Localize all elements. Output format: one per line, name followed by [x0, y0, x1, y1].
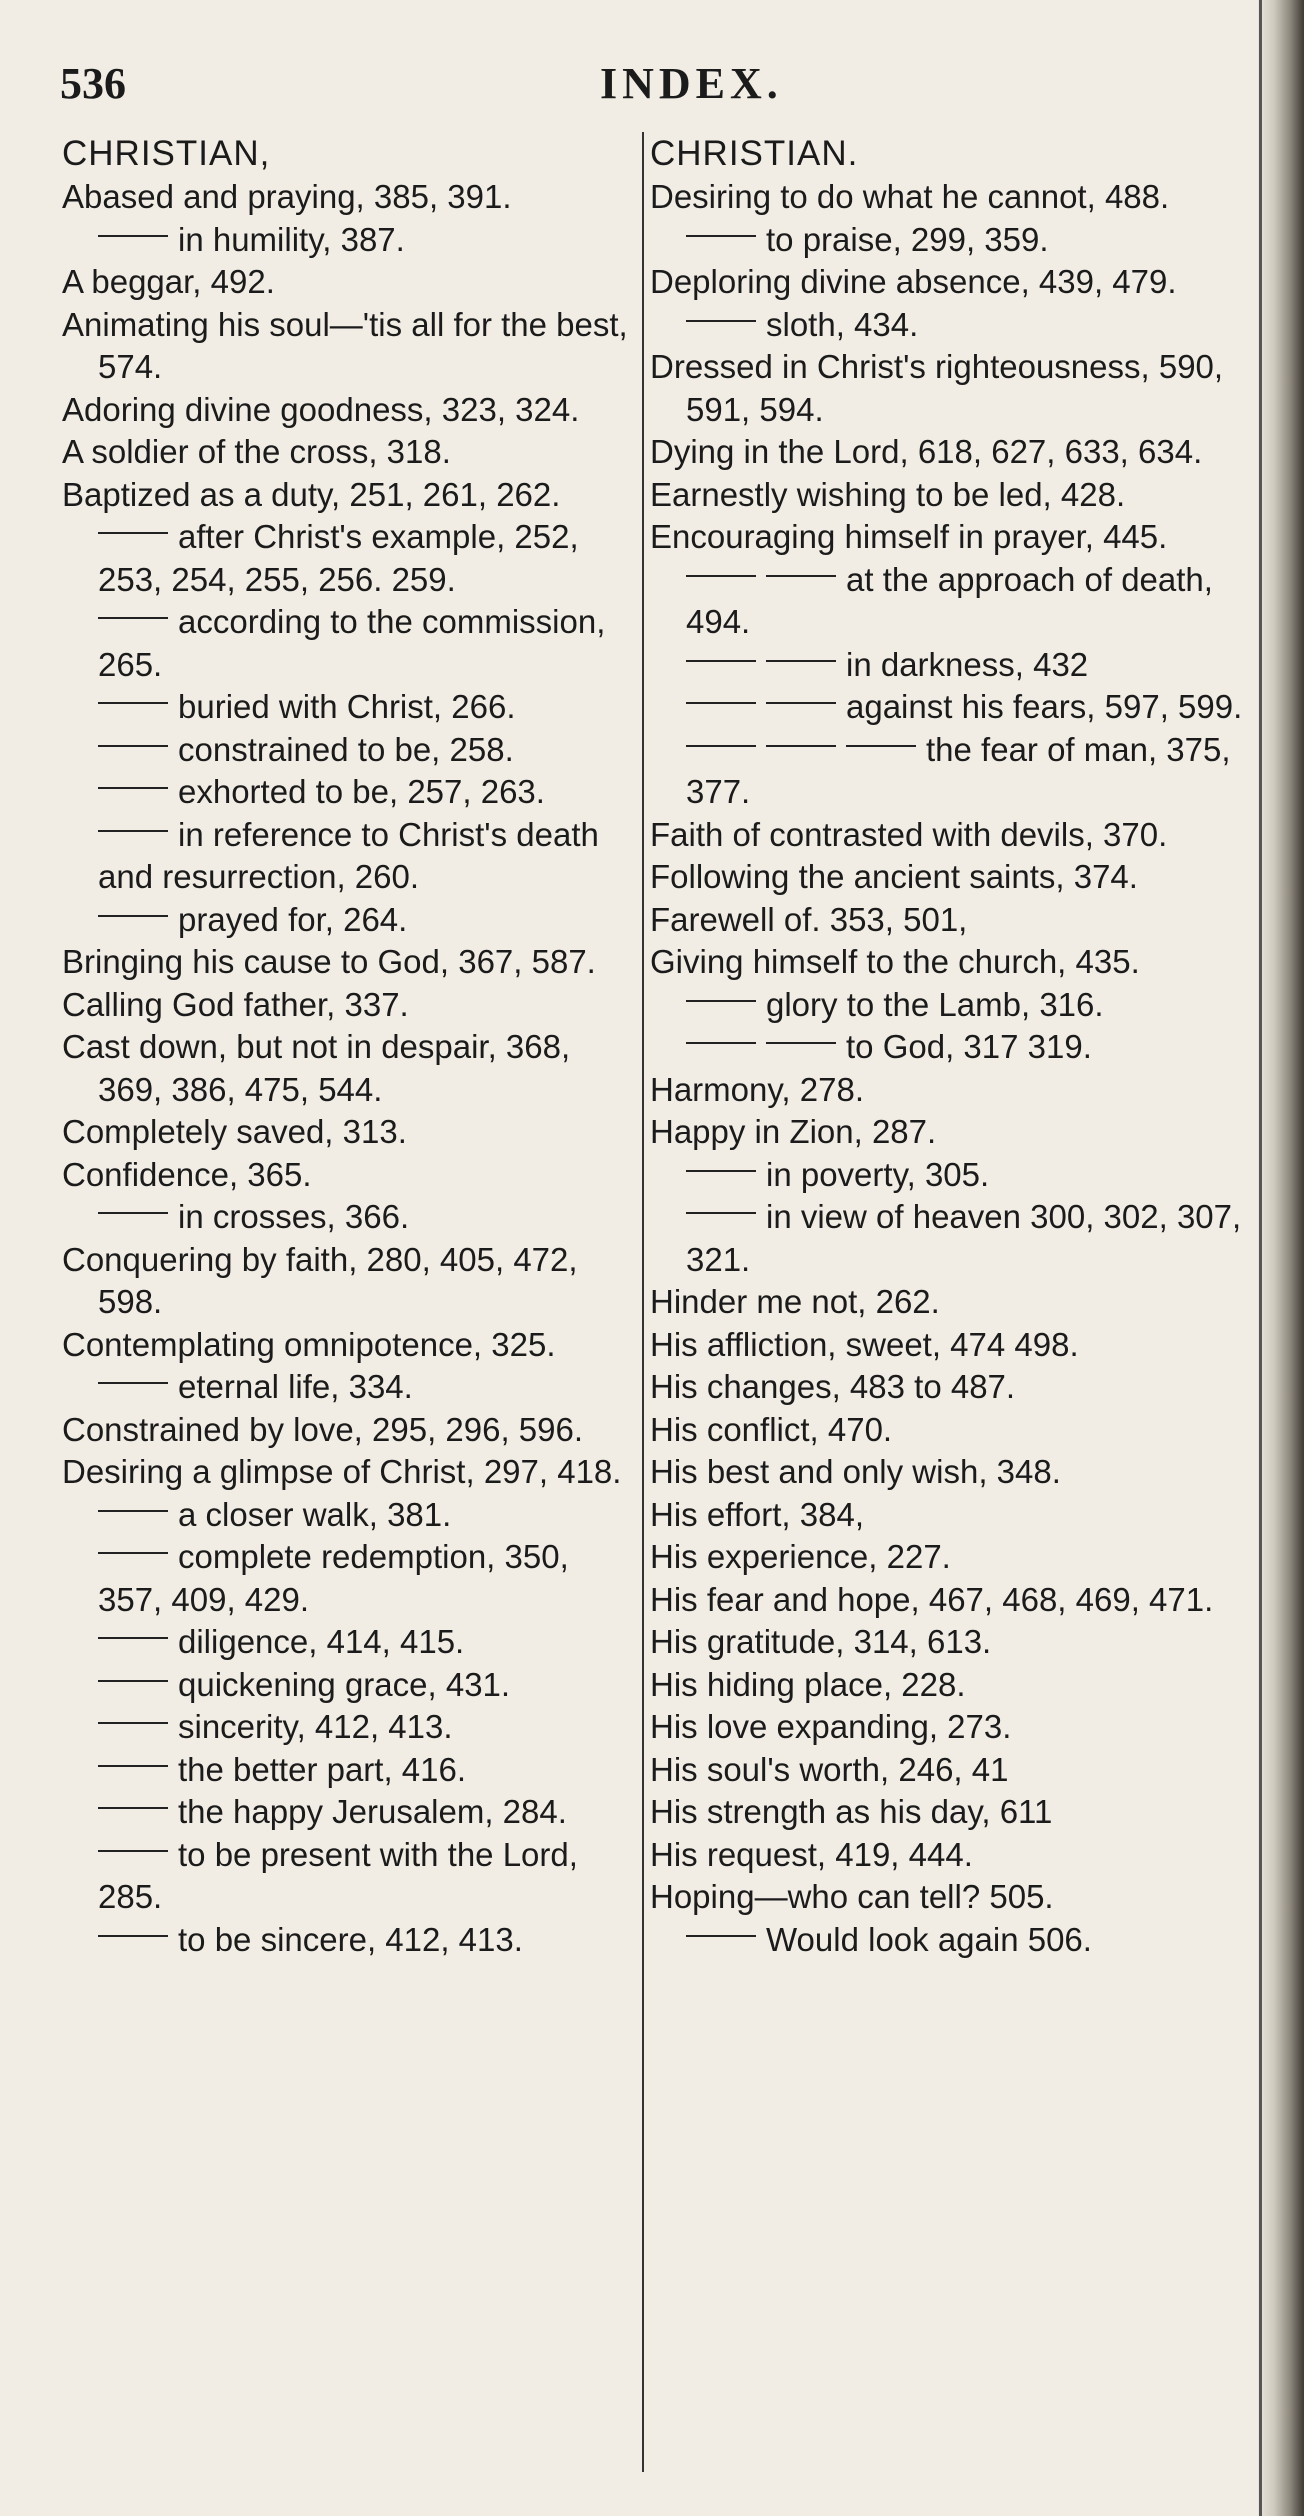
- index-entry: [650, 1069, 1252, 1112]
- ditto-dash: [686, 1212, 756, 1214]
- index-entry: [62, 1536, 642, 1621]
- index-entry-text: Would look again 506.: [766, 1920, 1092, 1958]
- index-entry-text: Faith of contrasted with devils, 370.: [650, 815, 1168, 853]
- index-entry-text: Confidence, 365.: [62, 1155, 312, 1193]
- index-entry: [650, 431, 1252, 474]
- index-entry-text: in darkness, 432: [846, 645, 1089, 683]
- index-entry: [650, 1366, 1252, 1409]
- index-entry: [650, 814, 1252, 857]
- index-entry-text: Following the ancient saints, 374.: [650, 858, 1138, 895]
- index-entry: [62, 1451, 642, 1494]
- ditto-dash: [766, 575, 836, 577]
- index-entry: [62, 1621, 642, 1664]
- ditto-dash: [686, 702, 756, 704]
- index-entry-text: Giving himself to the church, 435.: [650, 943, 1140, 980]
- ditto-dash: [686, 745, 756, 747]
- book-binding-edge: [1258, 0, 1304, 2516]
- left-column: [62, 132, 642, 1961]
- index-entry: [62, 686, 642, 729]
- index-entry: [62, 1409, 642, 1452]
- index-entry: [62, 389, 642, 432]
- index-entry: [650, 1919, 1252, 1962]
- index-entry-text: Completely saved, 313.: [62, 1113, 407, 1150]
- index-entry: [650, 899, 1252, 942]
- ditto-dash: [98, 532, 168, 534]
- index-entry: [62, 304, 642, 389]
- index-entry: [62, 516, 642, 601]
- index-entry-text: Adoring divine goodness, 323, 324.: [62, 390, 580, 428]
- index-entry-text: Dying in the Lord, 618, 627, 633, 634.: [650, 433, 1203, 470]
- ditto-dash: [686, 1170, 756, 1172]
- index-entry-text: Baptized as a duty, 251, 261, 262.: [62, 475, 561, 513]
- index-entry: [62, 1366, 642, 1409]
- index-entry-text: Deploring divine absence, 439, 479.: [650, 263, 1177, 300]
- index-entry: [62, 771, 642, 814]
- index-entry: [650, 304, 1252, 347]
- index-entry-text: His request, 419, 444.: [650, 1835, 973, 1873]
- left-entries: [62, 176, 642, 1961]
- index-entry-text: His fear and hope, 467, 468, 469, 471.: [650, 1580, 1214, 1618]
- index-entry-text: Farewell of. 353, 501,: [650, 900, 968, 938]
- index-entry-text: Earnestly wishing to be led, 428.: [650, 475, 1126, 513]
- index-entry-text: His strength as his day, 611: [650, 1793, 1053, 1830]
- index-entry-text: His best and only wish, 348.: [650, 1453, 1061, 1490]
- ditto-dash: [686, 575, 756, 577]
- ditto-dash: [98, 1382, 168, 1384]
- index-entry-text: to praise, 299, 359.: [766, 220, 1049, 258]
- index-entry: [62, 1196, 642, 1239]
- index-entry-text: constrained to be, 258.: [178, 730, 514, 768]
- index-entry-text: eternal life, 334.: [178, 1368, 413, 1405]
- ditto-dash: [98, 617, 168, 619]
- index-entry-text: A soldier of the cross, 318.: [62, 433, 451, 470]
- index-entry-text: Bringing his cause to God, 367, 587.: [62, 943, 596, 980]
- index-entry: [62, 1239, 642, 1324]
- index-entry-text: complete redemption, 350, 357, 409, 429.: [98, 1538, 569, 1618]
- index-entry-text: in poverty, 305.: [766, 1155, 990, 1193]
- index-entry-text: against his fears, 597, 599.: [846, 688, 1243, 725]
- ditto-dash: [766, 702, 836, 704]
- ditto-dash: [98, 745, 168, 747]
- index-entry-text: Cast down, but not in despair, 368, 369, 386, 475, 544.: [62, 1028, 571, 1108]
- index-entry-text: His soul's worth, 246, 41: [650, 1750, 1009, 1788]
- index-entry-text: His gratitude, 314, 613.: [650, 1623, 992, 1660]
- page-title: INDEX.: [600, 59, 783, 108]
- index-entry-text: a closer walk, 381.: [178, 1495, 452, 1533]
- index-entry: [650, 1026, 1252, 1069]
- index-entry: [650, 1749, 1252, 1792]
- ditto-dash: [98, 1765, 168, 1767]
- index-entry-text: after Christ's example, 252, 253, 254, 255, 256. 259.: [98, 518, 579, 598]
- left-column-heading: CHRISTIAN,: [62, 134, 271, 173]
- ditto-dash: [766, 660, 836, 662]
- index-entry-text: Constrained by love, 295, 296, 596.: [62, 1410, 584, 1448]
- right-entries: [650, 176, 1252, 1961]
- index-entry: [62, 601, 642, 686]
- index-entry: [650, 729, 1252, 814]
- ditto-dash: [686, 1935, 756, 1937]
- index-entry-text: Happy in Zion, 287.: [650, 1113, 937, 1150]
- index-entry: [650, 1196, 1252, 1281]
- page-number: 536: [60, 59, 126, 108]
- index-entry: [62, 1749, 642, 1792]
- index-entry: [650, 941, 1252, 984]
- ditto-dash: [98, 915, 168, 917]
- ditto-dash: [98, 1722, 168, 1724]
- index-entry-text: to be present with the Lord, 285.: [98, 1835, 578, 1915]
- index-entry: [650, 1664, 1252, 1707]
- index-entry: [650, 686, 1252, 729]
- index-entry-text: A beggar, 492.: [62, 263, 275, 300]
- index-entry-text: Dressed in Christ's righteousness, 590, 591, 594.: [650, 348, 1224, 428]
- ditto-dash: [686, 660, 756, 662]
- index-entry: [62, 984, 642, 1027]
- index-entry: [62, 1154, 642, 1197]
- index-entry-text: Desiring a glimpse of Christ, 297, 418.: [62, 1453, 622, 1490]
- index-entry-text: His experience, 227.: [650, 1538, 951, 1575]
- ditto-dash: [98, 830, 168, 832]
- index-entry: [650, 1706, 1252, 1749]
- ditto-dash: [686, 320, 756, 322]
- ditto-dash: [766, 745, 836, 747]
- index-entry: [650, 219, 1252, 262]
- binding-line: [1259, 0, 1262, 2516]
- index-entry: [62, 1664, 642, 1707]
- index-entry-text: His effort, 384,: [650, 1495, 865, 1533]
- index-entry-text: in view of heaven 300, 302, 307, 321.: [686, 1198, 1242, 1278]
- index-entry: [62, 899, 642, 942]
- index-entry: [62, 729, 642, 772]
- index-entry: [62, 176, 642, 219]
- index-entry: [650, 1536, 1252, 1579]
- index-entry: [650, 1111, 1252, 1154]
- index-entry-text: Animating his soul—'tis all for the best, 574.: [62, 305, 628, 385]
- index-entry-text: to God, 317 319.: [846, 1028, 1092, 1065]
- index-entry: [650, 346, 1252, 431]
- ditto-dash: [766, 1042, 836, 1044]
- index-entry-text: in humility, 387.: [178, 220, 405, 258]
- index-entry-text: buried with Christ, 266.: [178, 688, 516, 725]
- index-entry-text: His changes, 483 to 487.: [650, 1368, 1016, 1405]
- index-entry-text: to be sincere, 412, 413.: [178, 1920, 523, 1958]
- ditto-dash: [98, 1680, 168, 1682]
- index-entry: [650, 1834, 1252, 1877]
- index-entry-text: His hiding place, 228.: [650, 1665, 966, 1703]
- index-entry-text: His love expanding, 273.: [650, 1708, 1012, 1745]
- index-entry: [62, 1111, 642, 1154]
- index-entry-text: the better part, 416.: [178, 1750, 467, 1788]
- index-entry-text: Hinder me not, 262.: [650, 1283, 940, 1320]
- index-entry: [650, 261, 1252, 304]
- index-entry-text: diligence, 414, 415.: [178, 1623, 465, 1660]
- index-entry: [650, 644, 1252, 687]
- index-entry: [650, 1579, 1252, 1622]
- right-column-heading: CHRISTIAN.: [650, 134, 859, 173]
- index-entry: [650, 1324, 1252, 1367]
- index-entry: [650, 1621, 1252, 1664]
- index-entry: [650, 176, 1252, 219]
- index-entry-text: Encouraging himself in prayer, 445.: [650, 518, 1168, 555]
- ditto-dash: [98, 1807, 168, 1809]
- ditto-dash: [98, 1637, 168, 1639]
- index-entry: [62, 1834, 642, 1919]
- index-entry: [62, 1324, 642, 1367]
- index-entry: [650, 856, 1252, 899]
- ditto-dash: [98, 1850, 168, 1852]
- ditto-dash: [686, 1042, 756, 1044]
- index-entry-text: the happy Jerusalem, 284.: [178, 1793, 567, 1830]
- index-entry: [62, 1494, 642, 1537]
- ditto-dash: [98, 1935, 168, 1937]
- index-entry-text: according to the commission, 265.: [98, 603, 606, 683]
- index-entry: [650, 984, 1252, 1027]
- index-entry-text: in reference to Christ's death and resurrection, 260.: [98, 815, 599, 895]
- index-entry-text: exhorted to be, 257, 263.: [178, 773, 545, 810]
- ditto-dash: [98, 1552, 168, 1554]
- ditto-dash: [846, 745, 916, 747]
- index-entry-text: Harmony, 278.: [650, 1070, 864, 1108]
- index-entry-text: Contemplating omnipotence, 325.: [62, 1325, 556, 1363]
- ditto-dash: [98, 787, 168, 789]
- index-entry: [650, 1494, 1252, 1537]
- ditto-dash: [686, 1000, 756, 1002]
- index-entry: [62, 1026, 642, 1111]
- index-entry: [650, 1791, 1252, 1834]
- index-entry: [62, 431, 642, 474]
- index-entry-text: Calling God father, 337.: [62, 985, 409, 1023]
- page-header: [60, 58, 1260, 118]
- index-entry-text: Abased and praying, 385, 391.: [62, 178, 512, 215]
- index-entry-text: prayed for, 264.: [178, 900, 408, 938]
- index-entry: [62, 261, 642, 304]
- index-entry: [650, 559, 1252, 644]
- right-column: [642, 132, 1252, 2472]
- index-entry-text: glory to the Lamb, 316.: [766, 985, 1104, 1023]
- index-entry: [62, 474, 642, 517]
- index-entry: [650, 1409, 1252, 1452]
- index-entry-text: quickening grace, 431.: [178, 1665, 511, 1703]
- ditto-dash: [686, 235, 756, 237]
- index-entry: [650, 474, 1252, 517]
- index-entry: [650, 1451, 1252, 1494]
- index-entry-text: His conflict, 470.: [650, 1410, 893, 1448]
- index-entry-text: at the approach of death, 494.: [686, 560, 1213, 640]
- index-entry: [650, 1281, 1252, 1324]
- index-entry: [650, 1154, 1252, 1197]
- index-entry-text: in crosses, 366.: [178, 1198, 410, 1235]
- ditto-dash: [98, 1510, 168, 1512]
- index-entry: [62, 1919, 642, 1962]
- index-entry: [62, 1791, 642, 1834]
- index-entry-text: the fear of man, 375, 377.: [686, 730, 1231, 810]
- ditto-dash: [98, 1212, 168, 1214]
- index-entry-text: Hoping—who can tell? 505.: [650, 1878, 1054, 1915]
- ditto-dash: [98, 702, 168, 704]
- index-entry: [62, 814, 642, 899]
- index-entry-text: His affliction, sweet, 474 498.: [650, 1325, 1079, 1363]
- index-entry: [62, 219, 642, 262]
- ditto-dash: [98, 235, 168, 237]
- index-entry: [62, 1706, 642, 1749]
- index-entry-text: Conquering by faith, 280, 405, 472, 598.: [62, 1240, 578, 1320]
- index-entry: [650, 1876, 1252, 1919]
- index-entry-text: sloth, 434.: [766, 305, 919, 343]
- index-entry-text: Desiring to do what he cannot, 488.: [650, 178, 1170, 215]
- index-entry-text: sincerity, 412, 413.: [178, 1708, 453, 1745]
- index-entry: [650, 516, 1252, 559]
- index-entry: [62, 941, 642, 984]
